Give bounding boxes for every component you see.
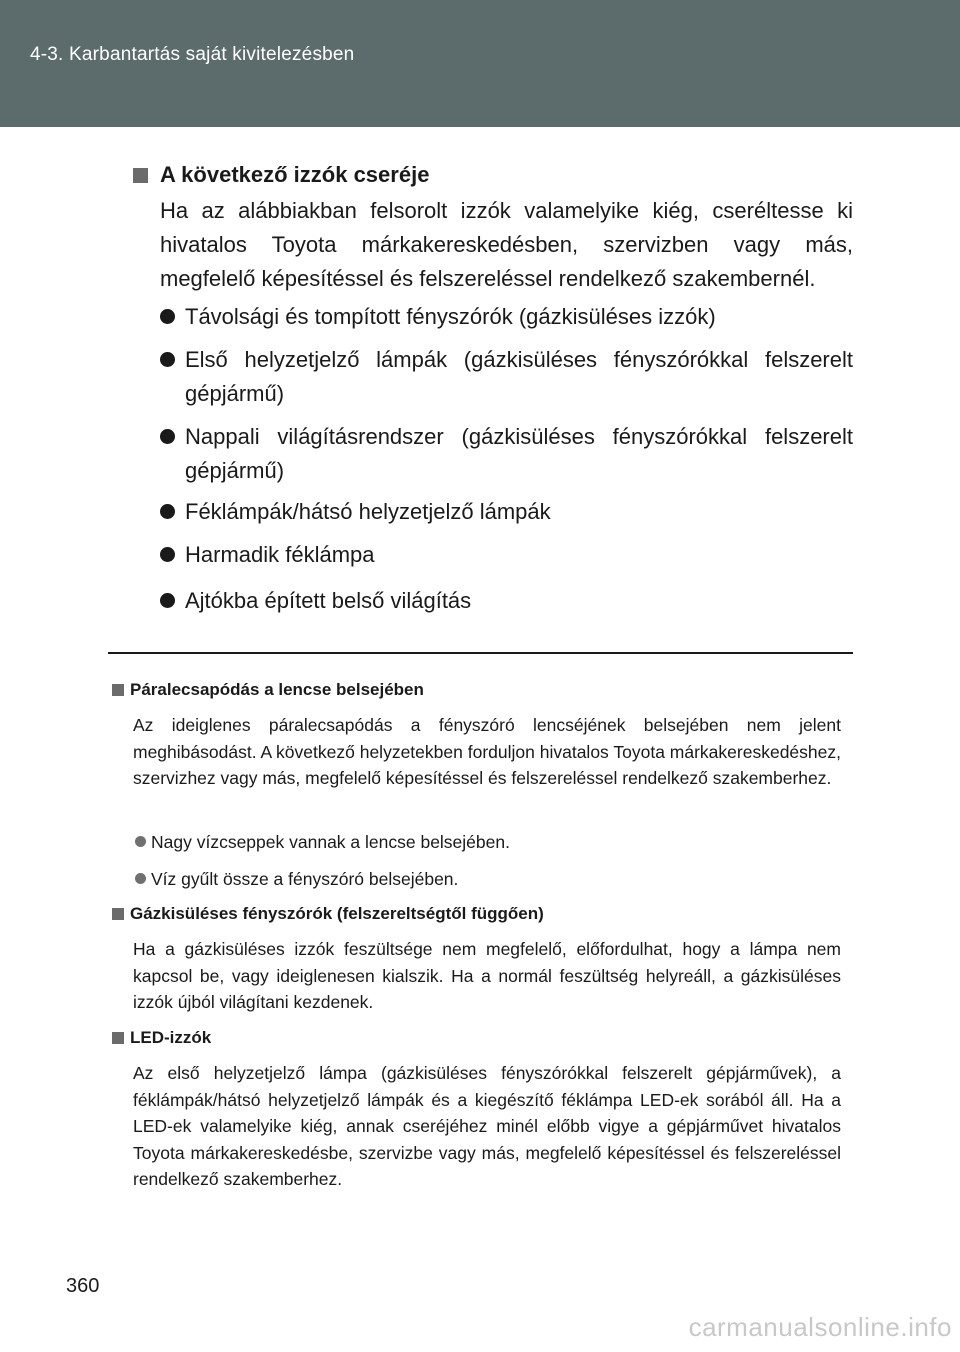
circle-bullet-icon bbox=[160, 429, 175, 444]
note-text-led: Az első helyzetjelző lámpa (gázkisüléses fényszórókkal felszerelt gépjárművek), a féklámpák/hátsó helyzetjelző lámpák és a kiegészítő féklámpa LED-ek sorából áll. Ha a LED-ek valamelyike kiég, annak cseréjéhez minél előbb vigye a gépjárművet hivatalos Toyota márkakereskedésbe, szervizbe vagy más, megfelelő képesítéssel és felszereléssel rendelkező szakemberhez. bbox=[133, 1063, 841, 1189]
square-bullet-icon bbox=[133, 168, 148, 183]
circle-bullet-icon bbox=[160, 352, 175, 367]
circle-bullet-icon bbox=[160, 504, 175, 519]
watermark: carmanualsonline.info bbox=[688, 1312, 952, 1342]
header-band bbox=[0, 0, 960, 127]
list-item: Távolsági és tompított fényszórók (gázkisüléses izzók) bbox=[160, 300, 853, 334]
note-heading-led: LED-izzók bbox=[112, 1026, 853, 1050]
section-heading-bulb-replacement bbox=[133, 160, 853, 190]
page-number: 360 bbox=[66, 1275, 100, 1297]
divider bbox=[108, 652, 853, 654]
list-item: Nagy vízcseppek vannak a lencse belsejében. bbox=[135, 829, 841, 855]
circle-bullet-icon bbox=[135, 873, 146, 884]
square-bullet-icon bbox=[112, 908, 124, 920]
list-item: Első helyzetjelző lámpák (gázkisüléses fényszórókkal felszerelt gépjármű) bbox=[160, 343, 853, 411]
list-item: Harmadik féklámpa bbox=[160, 538, 853, 572]
section-intro: Ha az alábbiakban felsorolt izzók valamelyike kiég, cseréltesse ki hivatalos Toyota márkakereskedésben, szervizben vagy más, megfelelő képesítéssel és felszereléssel rendelkező szakembernél. bbox=[160, 198, 853, 291]
list-item: Nappali világításrendszer (gázkisüléses fényszórókkal felszerelt gépjármű) bbox=[160, 420, 853, 488]
circle-bullet-icon bbox=[135, 836, 146, 847]
note-heading-hid: Gázkisüléses fényszórók (felszereltségtől függően) bbox=[112, 902, 853, 926]
circle-bullet-icon bbox=[160, 547, 175, 562]
square-bullet-icon bbox=[112, 684, 124, 696]
square-bullet-icon bbox=[112, 1032, 124, 1044]
note-text-hid: Ha a gázkisüléses izzók feszültsége nem megfelelő, előfordulhat, hogy a lámpa nem kapcsol be, vagy ideiglenesen kialszik. Ha a normál feszültség helyreáll, a gázkisüléses izzók újból világítani kezdenek. bbox=[133, 939, 841, 1012]
section-title: 4-3. Karbantartás saját kivitelezésben bbox=[30, 44, 355, 65]
list-item: Víz gyűlt össze a fényszóró belsejében. bbox=[135, 866, 841, 892]
circle-bullet-icon bbox=[160, 309, 175, 324]
section-heading: A következő izzók cseréje bbox=[160, 162, 430, 187]
list-item: Ajtókba épített belső világítás bbox=[160, 584, 853, 618]
note-heading-condensation: Páralecsapódás a lencse belsejében bbox=[112, 678, 853, 702]
list-item: Féklámpák/hátsó helyzetjelző lámpák bbox=[160, 495, 853, 529]
circle-bullet-icon bbox=[160, 593, 175, 608]
note-text-condensation: Az ideiglenes páralecsapódás a fényszóró lencséjének belsejében nem jelent meghibásodást. A következő helyzetekben forduljon hivatalos Toyota márkakereskedéshez, szervizhez vagy más, megfelelő képesítéssel és felszereléssel rendelkező szakemberhez. bbox=[133, 715, 841, 788]
